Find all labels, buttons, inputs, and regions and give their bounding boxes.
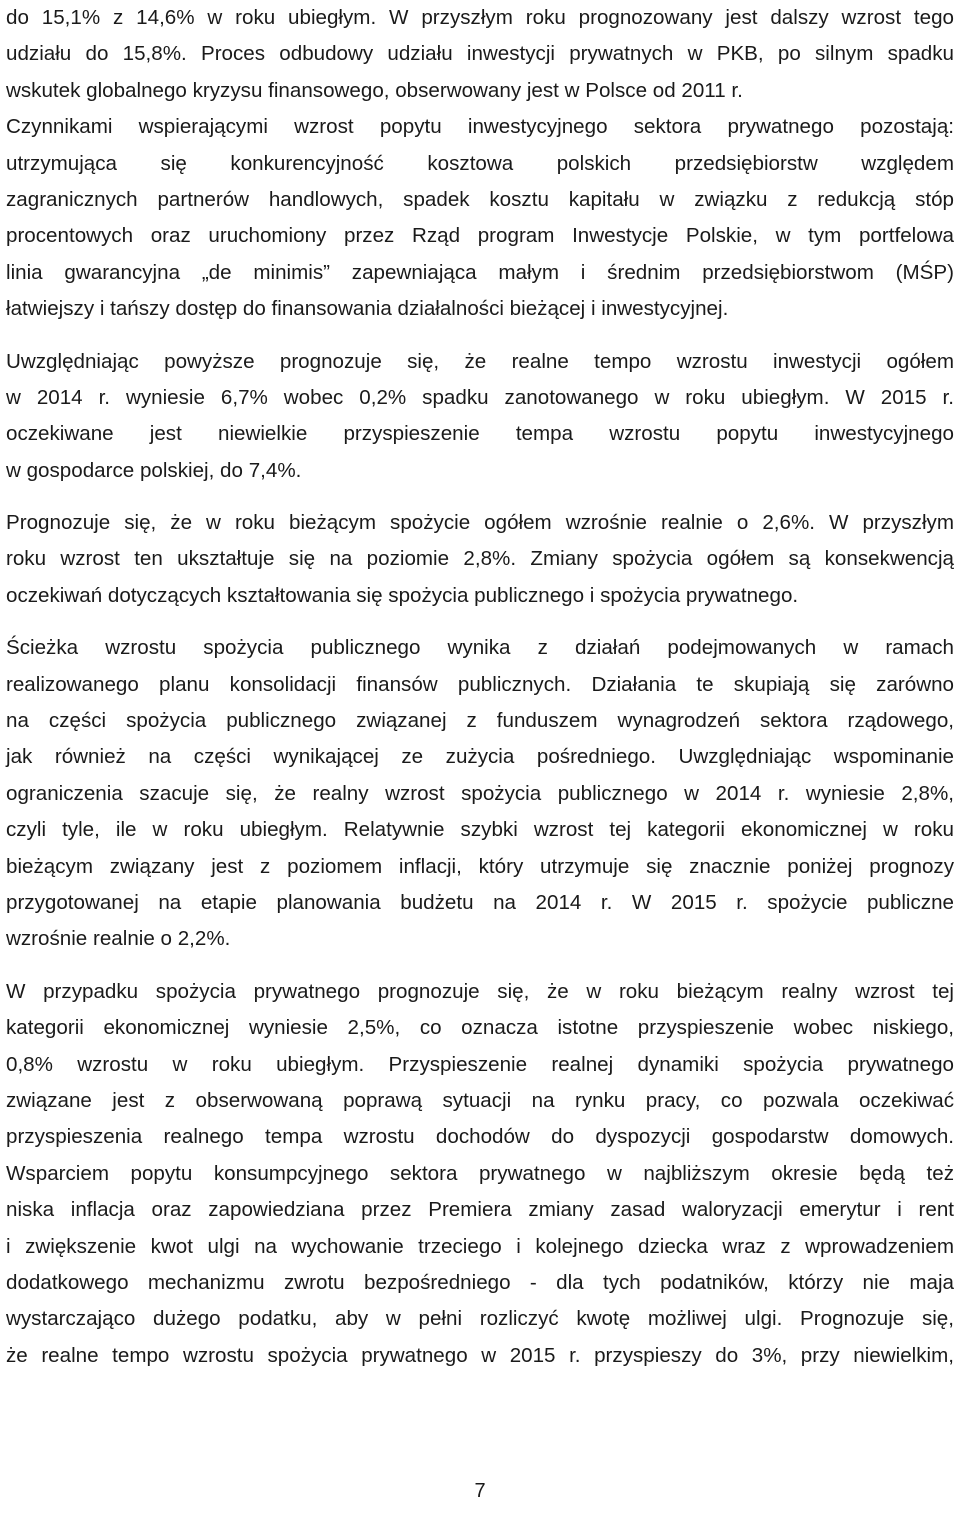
text-line: czyli tyle, ile w roku ubiegłym. Relatywnie szybki wzrost tej kategorii ekonomicznej w roku bbox=[6, 818, 954, 842]
text-line: bieżącym związany jest z poziomem inflacji, który utrzymuje się znacznie poniżej prognozy bbox=[6, 854, 954, 878]
text-line: udziału do 15,8%. Proces odbudowy udziału inwestycji prywatnych w PKB, po silnym spadku bbox=[6, 42, 954, 66]
text-line: Wsparciem popytu konsumpcyjnego sektora prywatnego w najbliższym okresie będą też bbox=[6, 1161, 954, 1185]
text-line: przygotowanej na etapie planowania budżetu na 2014 r. W 2015 r. spożycie publiczne bbox=[6, 890, 954, 914]
text-line: W przypadku spożycia prywatnego prognozuje się, że w roku bieżącym realny wzrost tej bbox=[6, 979, 954, 1003]
paragraph-public-consumption bbox=[6, 630, 954, 958]
text-line: na części spożycia publicznego związanej z funduszem wynagrodzeń sektora rządowego, bbox=[6, 709, 954, 733]
text-line: w 2014 r. wyniesie 6,7% wobec 0,2% spadku zanotowanego w roku ubiegłym. W 2015 r. bbox=[6, 385, 954, 409]
text-line: zagranicznych partnerów handlowych, spadek kosztu kapitału w związku z redukcją stóp bbox=[6, 187, 954, 211]
page-number: 7 bbox=[474, 1480, 486, 1502]
text-line: oczekiwań dotyczących kształtowania się spożycia publicznego i spożycia prywatnego. bbox=[6, 583, 799, 607]
text-line: jak również na części wynikającej ze zużycia pośredniego. Uwzględniając wspominanie bbox=[6, 745, 954, 769]
text-line: kategorii ekonomicznej wyniesie 2,5%, co oznacza istotne przyspieszenie wobec niskiego, bbox=[6, 1016, 954, 1040]
text-line: wzrośnie realnie o 2,2%. bbox=[6, 927, 231, 951]
text-line: Czynnikami wspierającymi wzrost popytu inwestycyjnego sektora prywatnego pozostają: bbox=[6, 115, 954, 139]
text-line: niska inflacja oraz zapowiedziana przez Premiera zmiany zasad waloryzacji emerytur i rent bbox=[6, 1198, 954, 1222]
text-line: do 15,1% z 14,6% w roku ubiegłym. W przyszłym roku prognozowany jest dalszy wzrost tego bbox=[6, 6, 954, 29]
text-line: że realne tempo wzrostu spożycia prywatnego w 2015 r. przyspieszy do 3%, przy niewielkim, bbox=[6, 1343, 954, 1367]
paragraph-consumption-total bbox=[6, 505, 954, 614]
text-line: Uwzględniając powyższe prognozuje się, że realne tempo wzrostu inwestycji ogółem bbox=[6, 349, 954, 373]
text-line: łatwiejszy i tańszy dostęp do finansowania działalności bieżącej i inwestycyjnej. bbox=[6, 297, 729, 321]
text-line: oczekiwane jest niewielkie przyspieszenie tempa wzrostu popytu inwestycyjnego bbox=[6, 422, 954, 446]
text-line: i zwiększenie kwot ulgi na wychowanie trzeciego i kolejnego dziecka wraz z wprowadzeniem bbox=[6, 1234, 954, 1258]
document-body bbox=[6, 0, 954, 1374]
text-line: linia gwarancyjna „de minimis” zapewniająca małym i średnim przedsiębiorstwom (MŚP) bbox=[6, 260, 954, 284]
text-line: wystarczająco dużego podatku, aby w pełni rozliczyć kwotę możliwej ulgi. Prognozuje się, bbox=[6, 1307, 954, 1331]
paragraph-investment-share bbox=[6, 0, 954, 328]
text-line: roku wzrost ten ukształtuje się na poziomie 2,8%. Zmiany spożycia ogółem są konsekwencją bbox=[6, 547, 954, 571]
text-line: w gospodarce polskiej, do 7,4%. bbox=[6, 458, 302, 482]
text-line: ograniczenia szacuje się, że realny wzrost spożycia publicznego w 2014 r. wyniesie 2,8%, bbox=[6, 781, 954, 805]
text-line: procentowych oraz uruchomiony przez Rząd program Inwestycje Polskie, w tym portfelowa bbox=[6, 224, 954, 248]
text-line: Ścieżka wzrostu spożycia publicznego wynika z działań podejmowanych w ramach bbox=[6, 636, 954, 660]
text-line: dodatkowego mechanizmu zwrotu bezpośredniego - dla tych podatników, którzy nie maja bbox=[6, 1270, 954, 1294]
text-line: utrzymująca się konkurencyjność kosztowa polskich przedsiębiorstw względem bbox=[6, 151, 954, 175]
text-line: Prognozuje się, że w roku bieżącym spożycie ogółem wzrośnie realnie o 2,6%. W przyszłym bbox=[6, 511, 954, 535]
text-line: wskutek globalnego kryzysu finansowego, obserwowany jest w Polsce od 2011 r. bbox=[6, 78, 743, 102]
paragraph-private-consumption bbox=[6, 974, 954, 1374]
text-line: realizowanego planu konsolidacji finansów publicznych. Działania te skupiają się zarówno bbox=[6, 672, 954, 696]
text-line: związane jest z obserwowaną poprawą sytuacji na rynku pracy, co pozwala oczekiwać bbox=[6, 1088, 954, 1112]
text-line: 0,8% wzrostu w roku ubiegłym. Przyspieszenie realnej dynamiki spożycia prywatnego bbox=[6, 1052, 954, 1076]
paragraph-investment-forecast bbox=[6, 344, 954, 490]
text-line: przyspieszenia realnego tempa wzrostu dochodów do dyspozycji gospodarstw domowych. bbox=[6, 1125, 954, 1149]
